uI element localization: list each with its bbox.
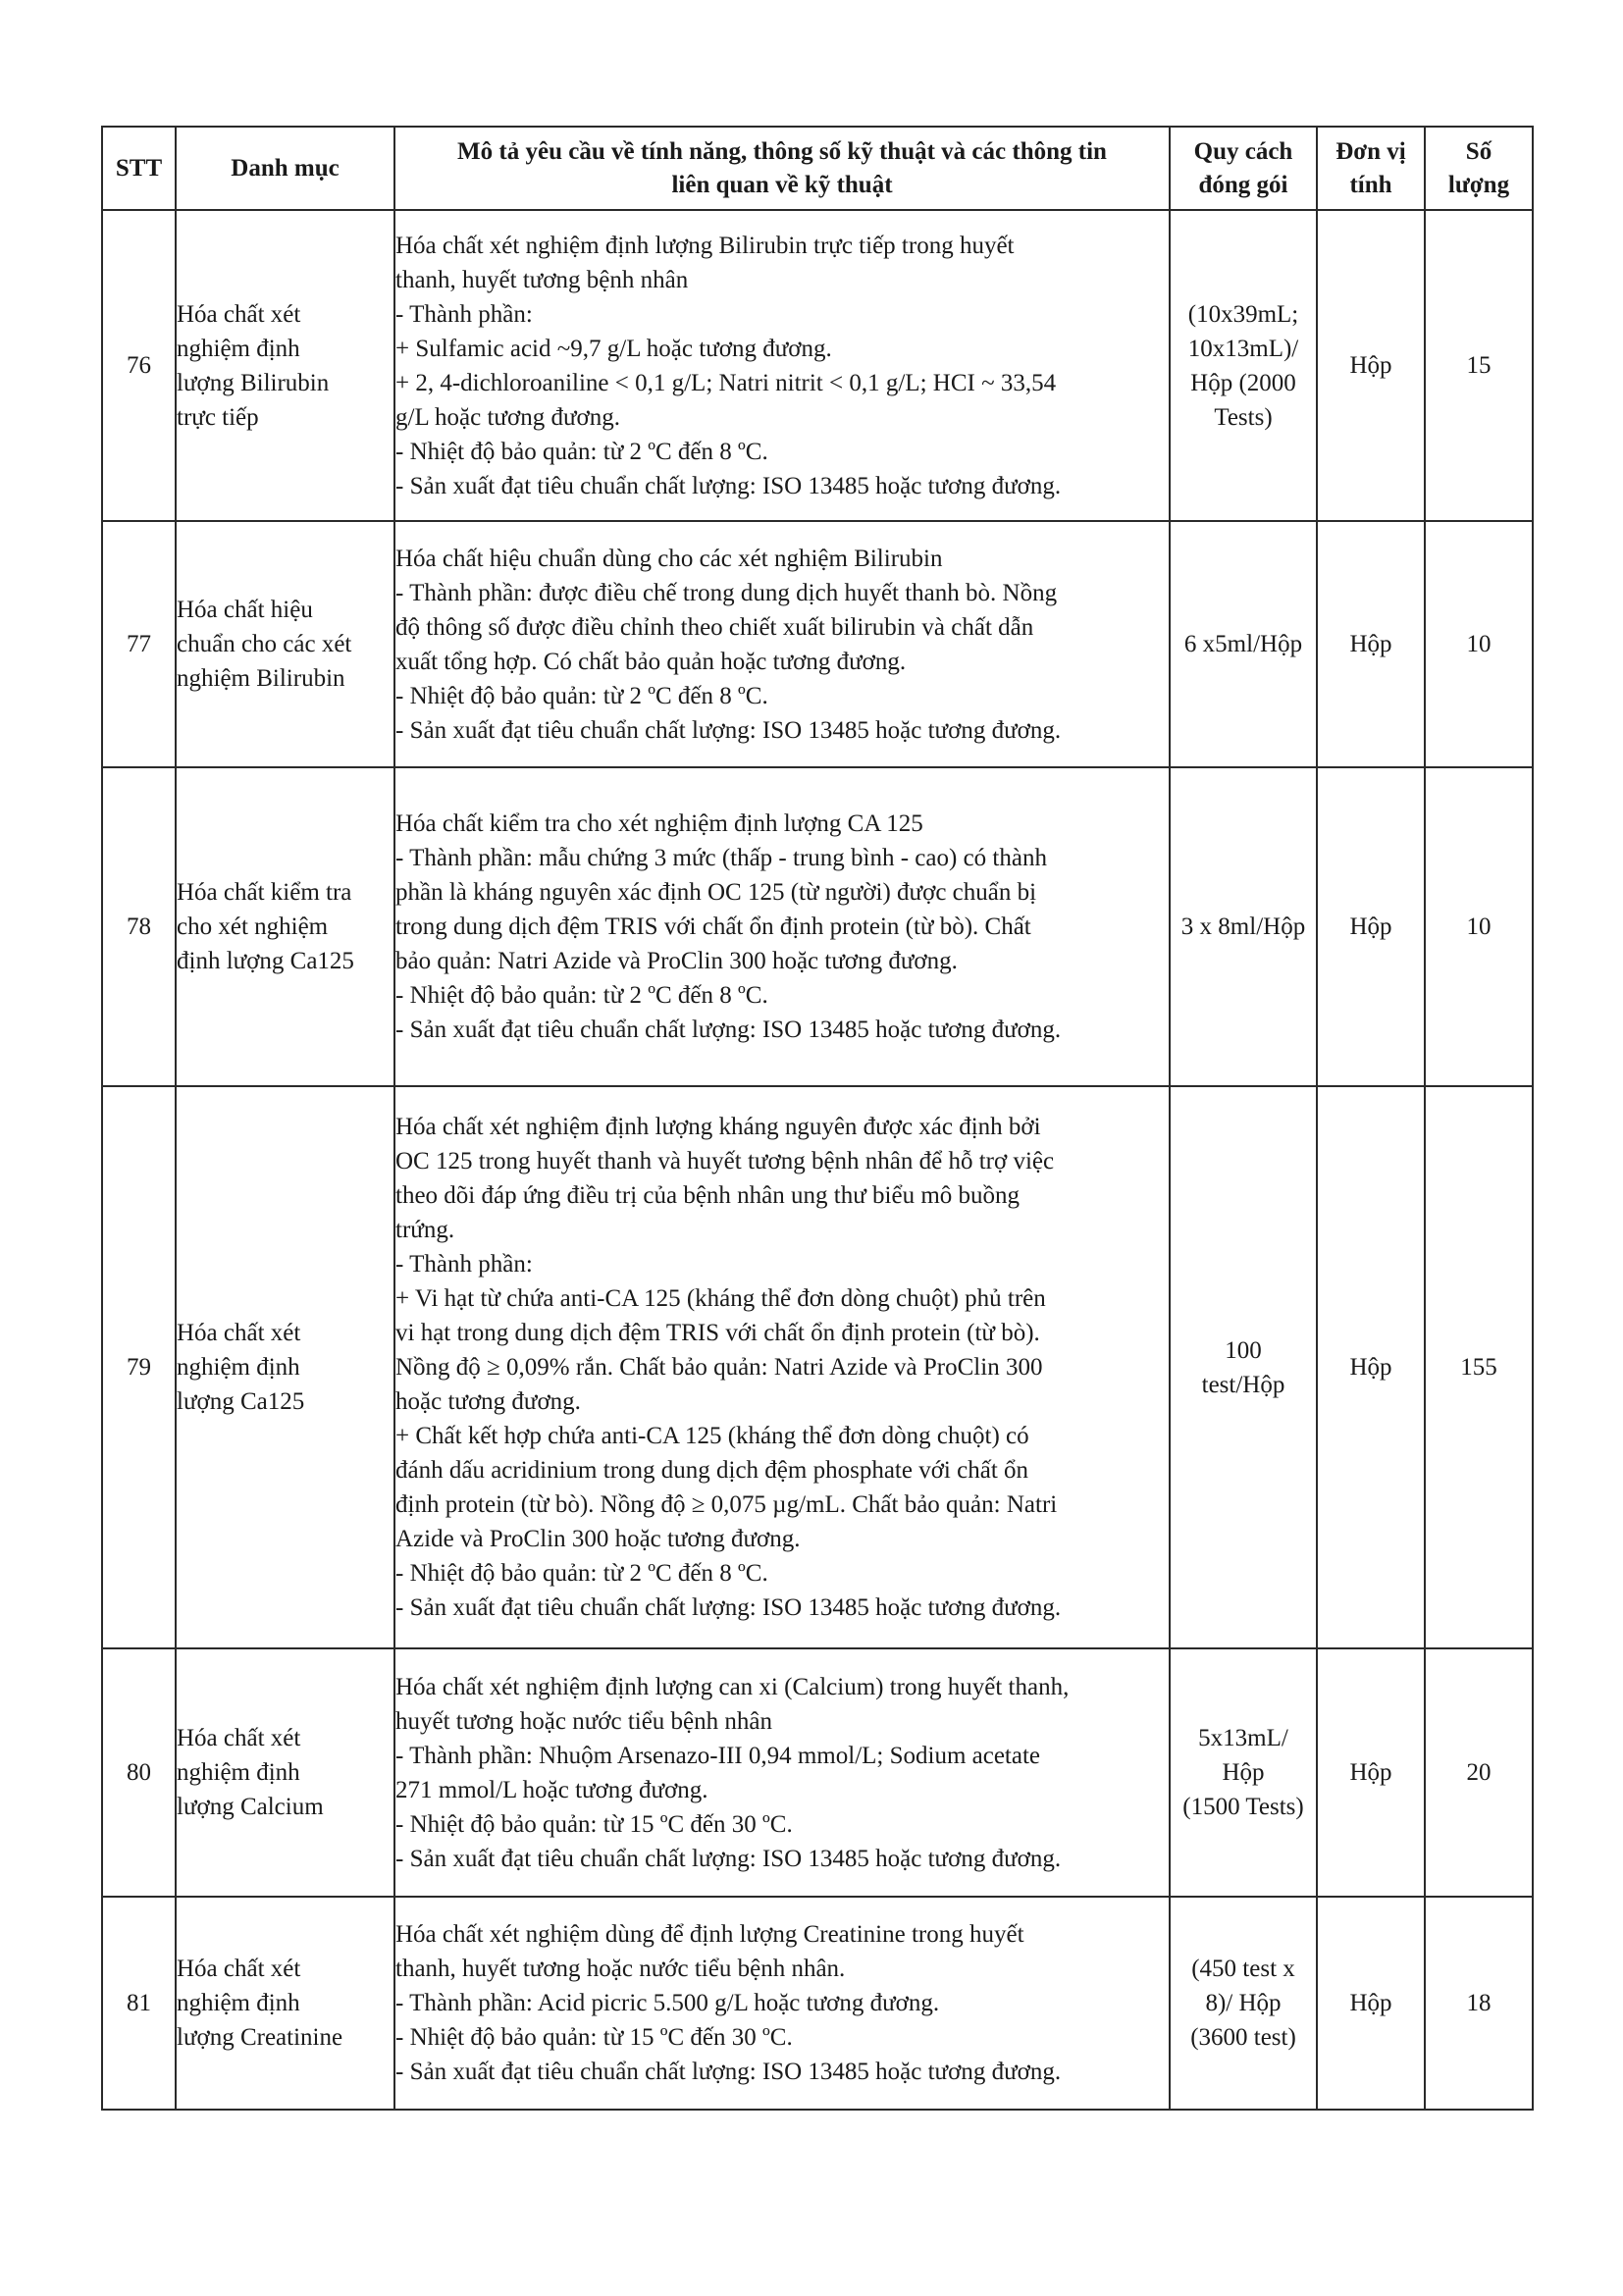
description-line: Hóa chất xét nghiệm dùng để định lượng Creatinine trong huyết [395,1921,1024,1948]
description-line: đánh dấu acridinium trong dung dịch đệm phosphate với chất ổn [395,1457,1029,1484]
table-header-row [102,127,1533,210]
description-line: - Nhiệt độ bảo quản: từ 2 ºC đến 8 ºC. [395,982,768,1009]
description-line: - Sản xuất đạt tiêu chuẩn chất lượng: ISO 13485 hoặc tương đương. [395,2059,1062,2085]
description-cell [394,1648,1170,1897]
quantity-cell: 15 [1425,210,1533,521]
header-stt: STT [102,127,176,210]
header-quantity-line: lượng [1447,171,1510,198]
category-line: lượng Creatinine [177,2024,343,2051]
description-line: vi hạt trong dung dịch đệm TRIS với chất ổn định protein (từ bò). [395,1320,1040,1346]
packaging-cell [1170,521,1317,767]
packaging-line: 3 x 8ml/Hộp [1180,913,1306,940]
description-line: 271 mmol/L hoặc tương đương. [395,1776,708,1803]
category-line: Hóa chất xét [177,1725,301,1751]
description-cell [394,210,1170,521]
category-line: Hóa chất xét [177,1956,301,1982]
description-line: - Thành phần: Nhuộm Arsenazo-III 0,94 mmol/L; Sodium acetate [395,1742,1041,1769]
header-description-line: liên quan về kỹ thuật [671,171,893,198]
description-line: - Thành phần: [395,1251,533,1278]
packaging-cell [1170,1086,1317,1648]
description-line: - Thành phần: được điều chế trong dung dịch huyết thanh bò. Nồng [395,579,1058,606]
category-cell [176,1648,394,1897]
row-number: 81 [102,1897,176,2110]
description-line: phần là kháng nguyên xác định OC 125 (từ người) được chuẩn bị [395,879,1037,906]
category-line: Hóa chất xét [177,300,301,328]
header-unit-line: tính [1349,171,1392,198]
packaging-line: 8)/ Hộp [1205,1990,1282,2016]
category-line: định lượng Ca125 [177,948,354,974]
description-line: Hóa chất xét nghiệm định lượng kháng nguyên được xác định bởi [395,1114,1041,1140]
header-description [394,127,1170,210]
description-line: Hóa chất kiểm tra cho xét nghiệm định lượng CA 125 [395,810,923,837]
packaging-line: (1500 Tests) [1182,1794,1304,1820]
description-line: - Thành phần: Acid picric 5.500 g/L hoặc tương đương. [395,1990,940,2016]
category-line: lượng Ca125 [177,1388,305,1415]
description-line: xuất tổng hợp. Có chất bảo quản hoặc tương đương. [395,648,907,675]
table-row [102,210,1533,521]
packaging-line: 100 [1225,1336,1262,1364]
packaging-cell [1170,210,1317,521]
header-quantity [1425,127,1533,210]
description-line: - Nhiệt độ bảo quản: từ 2 ºC đến 8 ºC. [395,1560,768,1587]
packaging-line: Hộp (2000 [1190,369,1296,396]
category-line: nghiệm định [177,335,300,362]
table-row [102,1648,1533,1897]
category-line: Hóa chất xét [177,1320,301,1346]
header-category: Danh mục [176,127,394,210]
packaging-line: 10x13mL)/ [1187,335,1299,362]
category-line: nghiệm định [177,1990,300,2016]
header-unit-line: Đơn vị [1335,137,1406,165]
category-cell [176,1086,394,1648]
description-line: thanh, huyết tương bệnh nhân [395,266,689,293]
description-cell [394,767,1170,1086]
description-line: + Sulfamic acid ~9,7 g/L hoặc tương đương. [395,335,832,362]
description-line: - Sản xuất đạt tiêu chuẩn chất lượng: ISO 13485 hoặc tương đương. [395,716,1062,744]
description-line: Nồng độ ≥ 0,09% rắn. Chất bảo quản: Natri Azide và ProClin 300 [395,1354,1043,1381]
quantity-cell: 155 [1425,1086,1533,1648]
header-description-line: Mô tả yêu cầu về tính năng, thông số kỹ thuật và các thông tin [457,137,1107,165]
row-number: 78 [102,767,176,1086]
unit-cell: Hộp [1317,521,1425,767]
row-number: 77 [102,521,176,767]
description-line: độ thông số được điều chỉnh theo chiết xuất bilirubin và chất dẫn [395,613,1034,641]
description-line: Azide và ProClin 300 hoặc tương đương. [395,1526,801,1552]
row-number: 76 [102,210,176,521]
description-line: - Sản xuất đạt tiêu chuẩn chất lượng: ISO 13485 hoặc tương đương. [395,1017,1062,1043]
category-cell [176,767,394,1086]
quantity-cell: 18 [1425,1897,1533,2110]
table-row [102,521,1533,767]
packaging-cell [1170,1897,1317,2110]
description-line: bảo quản: Natri Azide và ProClin 300 hoặc tương đương. [395,948,958,974]
description-line: - Sản xuất đạt tiêu chuẩn chất lượng: ISO 13485 hoặc tương đương. [395,1845,1062,1872]
description-line: - Nhiệt độ bảo quản: từ 2 ºC đến 8 ºC. [395,682,768,709]
row-number: 80 [102,1648,176,1897]
header-unit [1317,127,1425,210]
category-line: nghiệm định [177,1354,300,1381]
quantity-cell: 10 [1425,767,1533,1086]
description-line: - Sản xuất đạt tiêu chuẩn chất lượng: ISO 13485 hoặc tương đương. [395,1594,1062,1621]
description-line: - Thành phần: mẫu chứng 3 mức (thấp - trung bình - cao) có thành [395,845,1047,871]
category-line: cho xét nghiệm [177,913,329,940]
description-cell [394,1897,1170,2110]
packaging-line: 6 x5ml/Hộp [1183,631,1303,657]
description-line: - Sản xuất đạt tiêu chuẩn chất lượng: ISO 13485 hoặc tương đương. [395,472,1062,499]
description-line: theo dõi đáp ứng điều trị của bệnh nhân ung thư biểu mô buồng [395,1182,1021,1209]
packaging-cell [1170,1648,1317,1897]
category-cell [176,521,394,767]
table-row [102,767,1533,1086]
specification-table [101,126,1534,2111]
packaging-line: Tests) [1214,403,1273,431]
description-line: OC 125 trong huyết thanh và huyết tương bệnh nhân để hỗ trợ việc [395,1148,1055,1174]
packaging-line: (10x39mL; [1187,300,1299,328]
quantity-cell: 10 [1425,521,1533,767]
unit-cell: Hộp [1317,1897,1425,2110]
unit-cell: Hộp [1317,210,1425,521]
description-line: + 2, 4-dichloroaniline < 0,1 g/L; Natri nitrit < 0,1 g/L; HCI ~ 33,54 [395,369,1057,396]
packaging-line: 5x13mL/ [1198,1725,1288,1751]
category-line: Hóa chất kiểm tra [177,879,352,906]
description-line: Hóa chất xét nghiệm định lượng Bilirubin trực tiếp trong huyết [395,232,1015,259]
description-line: + Vi hạt từ chứa anti-CA 125 (kháng thể đơn dòng chuột) phủ trên [395,1285,1046,1312]
table-row [102,1897,1533,2110]
category-line: Hóa chất hiệu [177,597,313,623]
row-number: 79 [102,1086,176,1648]
category-line: nghiệm Bilirubin [177,665,345,692]
packaging-cell [1170,767,1317,1086]
description-line: g/L hoặc tương đương. [395,403,620,431]
description-line: Hóa chất xét nghiệm định lượng can xi (Calcium) trong huyết thanh, [395,1673,1070,1700]
description-line: hoặc tương đương. [395,1388,581,1415]
category-line: trực tiếp [177,403,259,431]
description-line: + Chất kết hợp chứa anti-CA 125 (kháng thể đơn dòng chuột) có [395,1423,1029,1449]
packaging-line: test/Hộp [1201,1371,1285,1398]
packaging-line: (3600 test) [1190,2024,1296,2051]
packaging-line: (450 test x [1191,1956,1295,1982]
packaging-line: Hộp [1222,1759,1265,1786]
description-line: - Nhiệt độ bảo quản: từ 15 ºC đến 30 ºC. [395,1810,793,1838]
category-cell [176,210,394,521]
description-cell [394,1086,1170,1648]
category-line: lượng Bilirubin [177,369,330,396]
category-line: chuẩn cho các xét [177,631,352,657]
category-line: lượng Calcium [177,1794,324,1820]
header-packaging-line: Quy cách [1193,137,1293,165]
description-line: thanh, huyết tương hoặc nước tiểu bệnh nhân. [395,1956,846,1982]
unit-cell: Hộp [1317,1648,1425,1897]
unit-cell: Hộp [1317,1086,1425,1648]
description-line: trong dung dịch đệm TRIS với chất ổn định protein (từ bò). Chất [395,913,1031,940]
description-cell [394,521,1170,767]
description-line: - Nhiệt độ bảo quản: từ 15 ºC đến 30 ºC. [395,2024,793,2051]
description-line: huyết tương hoặc nước tiểu bệnh nhân [395,1707,772,1735]
description-line: - Thành phần: [395,300,533,328]
description-line: - Nhiệt độ bảo quản: từ 2 ºC đến 8 ºC. [395,438,768,465]
description-line: định protein (từ bò). Nồng độ ≥ 0,075 µg/mL. Chất bảo quản: Natri [395,1491,1058,1518]
category-cell [176,1897,394,2110]
table-body [102,210,1533,2110]
header-packaging [1170,127,1317,210]
header-quantity-line: Số [1465,137,1492,165]
unit-cell: Hộp [1317,767,1425,1086]
header-packaging-line: đóng gói [1198,171,1288,198]
description-line: trứng. [395,1217,455,1243]
quantity-cell: 20 [1425,1648,1533,1897]
table-row [102,1086,1533,1648]
category-line: nghiệm định [177,1759,300,1786]
description-line: Hóa chất hiệu chuẩn dùng cho các xét nghiệm Bilirubin [395,545,943,572]
